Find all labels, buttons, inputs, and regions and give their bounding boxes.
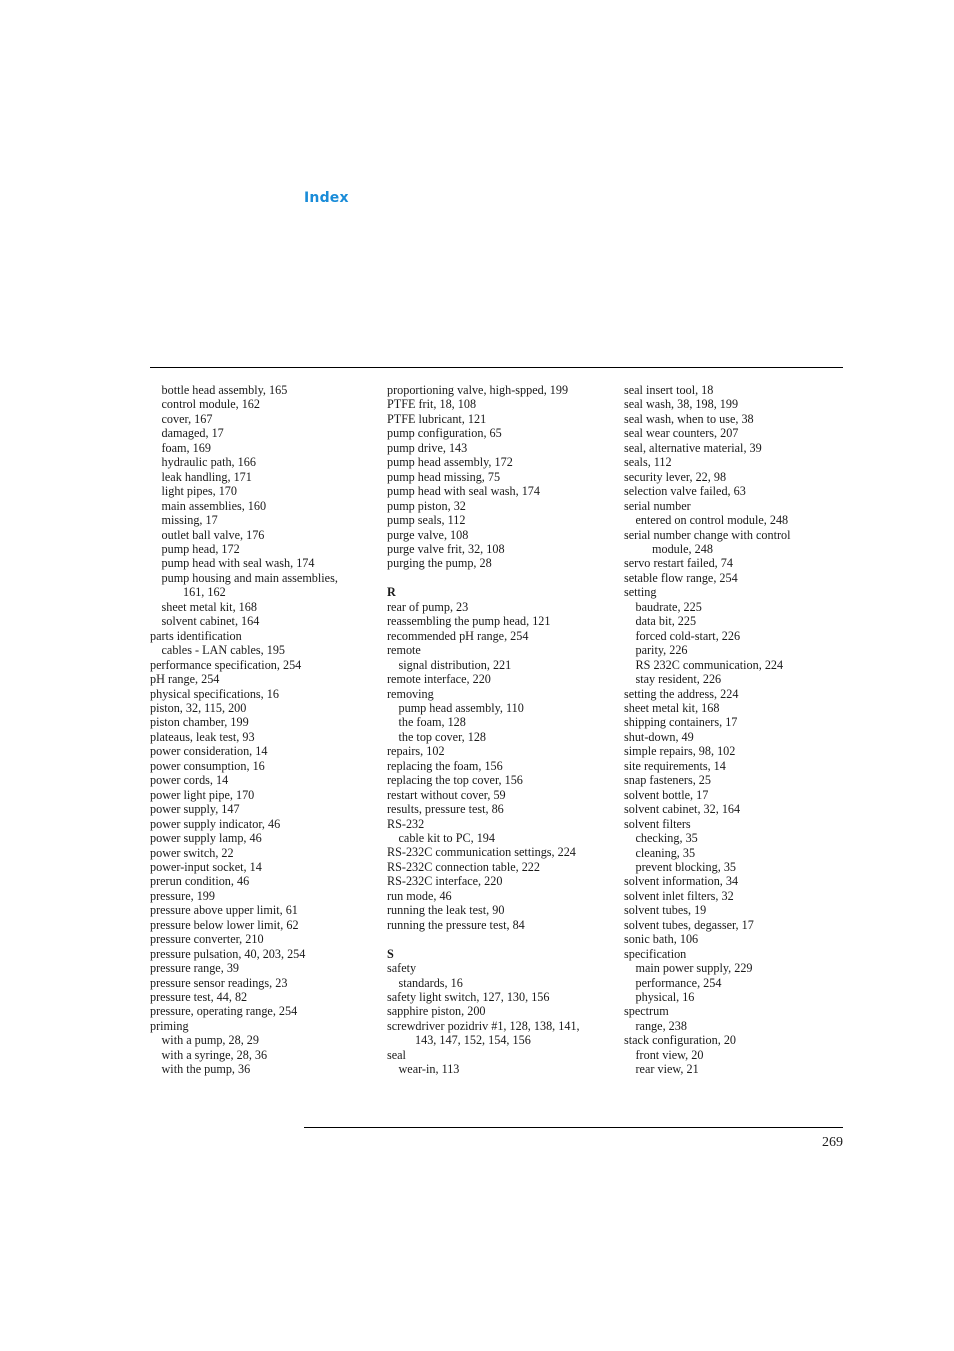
index-entry: pressure sensor readings, 23 <box>150 975 288 990</box>
index-entry: repairs, 102 <box>387 744 445 759</box>
index-subentry: pump head, 172 <box>161 541 240 556</box>
index-column-3 <box>624 383 846 1077</box>
index-subentry: front view, 20 <box>635 1047 704 1062</box>
index-entry: serial number <box>624 498 691 513</box>
index-entry: pump head assembly, 172 <box>387 455 513 470</box>
index-entry: pressure above upper limit, 61 <box>150 903 298 918</box>
index-entry: performance specification, 254 <box>150 657 302 672</box>
index-subentry: wear-in, 113 <box>398 1062 460 1077</box>
index-entry: serial number change with control <box>624 527 791 542</box>
index-entry: pump head missing, 75 <box>387 469 501 484</box>
index-entry: remote <box>387 643 421 658</box>
index-entry: shut-down, 49 <box>624 729 694 744</box>
index-entry: RS-232 <box>387 816 425 831</box>
index-subentry: the foam, 128 <box>398 715 466 730</box>
index-entry: power supply lamp, 46 <box>150 831 262 846</box>
index-entry: reassembling the pump head, 121 <box>387 614 551 629</box>
index-entry: snap fasteners, 25 <box>624 773 711 788</box>
index-entry: power-input socket, 14 <box>150 859 262 874</box>
index-entry: run mode, 46 <box>387 888 452 903</box>
index-subentry: stay resident, 226 <box>635 672 722 687</box>
index-entry: running the pressure test, 84 <box>387 917 525 932</box>
index-entry: parts identification <box>150 628 242 643</box>
index-entry: restart without cover, 59 <box>387 787 506 802</box>
index-subentry: light pipes, 170 <box>161 484 237 499</box>
index-entry: setting <box>624 585 657 600</box>
index-entry: spectrum <box>624 1004 669 1019</box>
index-entry: solvent bottle, 17 <box>624 787 709 802</box>
index-subentry: checking, 35 <box>635 831 698 846</box>
index-entry: RS-232C interface, 220 <box>387 874 503 889</box>
index-entry: seal <box>387 1047 406 1062</box>
index-entry: seal insert tool, 18 <box>624 383 714 397</box>
index-entry: pH range, 254 <box>150 672 220 687</box>
index-entry: recommended pH range, 254 <box>387 628 529 643</box>
index-entry: power switch, 22 <box>150 845 234 860</box>
index-entry: purging the pump, 28 <box>387 556 492 571</box>
index-entry: sapphire piston, 200 <box>387 1004 486 1019</box>
index-entry: proportioning valve, high-spped, 199 <box>387 383 569 397</box>
index-subentry: performance, 254 <box>635 975 722 990</box>
index-entry: purge valve frit, 32, 108 <box>387 541 505 556</box>
index-subentry: sheet metal kit, 168 <box>161 599 257 614</box>
index-entry: running the leak test, 90 <box>387 903 505 918</box>
index-entry: rear of pump, 23 <box>387 599 469 614</box>
top-rule <box>150 367 843 368</box>
index-entry: power light pipe, 170 <box>150 787 255 802</box>
index-subentry: with a syringe, 28, 36 <box>161 1047 268 1062</box>
index-section-heading: S <box>387 946 394 961</box>
index-subentry: outlet ball valve, 176 <box>161 527 265 542</box>
index-entry: solvent tubes, degasser, 17 <box>624 917 754 932</box>
index-subentry: pump head assembly, 110 <box>398 700 524 715</box>
index-subentry: rear view, 21 <box>635 1062 699 1077</box>
index-entry: solvent inlet filters, 32 <box>624 888 734 903</box>
index-entry: site requirements, 14 <box>624 758 726 773</box>
index-entry: PTFE frit, 18, 108 <box>387 397 477 412</box>
index-subentry: cables - LAN cables, 195 <box>161 643 286 658</box>
index-entry: power consideration, 14 <box>150 744 268 759</box>
index-subentry: prevent blocking, 35 <box>635 859 737 874</box>
bottom-rule <box>304 1127 843 1128</box>
index-entry: pressure converter, 210 <box>150 932 264 947</box>
index-entry: simple repairs, 98, 102 <box>624 744 736 759</box>
index-entry: results, pressure test, 86 <box>387 802 504 817</box>
index-entry: removing <box>387 686 434 701</box>
index-entry: power supply, 147 <box>150 802 240 817</box>
index-entry: servo restart failed, 74 <box>624 556 733 571</box>
index-entry: stack configuration, 20 <box>624 1033 737 1048</box>
index-entry: solvent cabinet, 32, 164 <box>624 802 741 817</box>
index-entry: power cords, 14 <box>150 773 229 788</box>
index-entry: plateaus, leak test, 93 <box>150 729 255 744</box>
index-section-heading: R <box>387 585 396 600</box>
index-entry: shipping containers, 17 <box>624 715 738 730</box>
index-entry: solvent filters <box>624 816 691 831</box>
index-entry: power consumption, 16 <box>150 758 265 773</box>
index-entry: pressure pulsation, 40, 203, 254 <box>150 946 306 961</box>
index-subentry: baudrate, 225 <box>635 599 702 614</box>
index-entry: selection valve failed, 63 <box>624 484 746 499</box>
index-entry: pressure test, 44, 82 <box>150 990 248 1005</box>
index-entry: screwdriver pozidriv #1, 128, 138, 141, <box>387 1018 580 1033</box>
index-entry: pressure, operating range, 254 <box>150 1004 298 1019</box>
index-entry: RS-232C connection table, 222 <box>387 859 540 874</box>
index-entry: seal wear counters, 207 <box>624 426 739 441</box>
index-entry: pump configuration, 65 <box>387 426 502 441</box>
index-entry: PTFE lubricant, 121 <box>387 411 487 426</box>
index-entry: physical specifications, 16 <box>150 686 279 701</box>
index-subentry: range, 238 <box>635 1018 687 1033</box>
index-entry: seal wash, when to use, 38 <box>624 411 754 426</box>
index-subentry: signal distribution, 221 <box>398 657 512 672</box>
index-subentry: leak handling, 171 <box>161 469 252 484</box>
index-subentry: main power supply, 229 <box>635 961 753 976</box>
section-spacer <box>387 932 619 946</box>
index-subentry: hydraulic path, 166 <box>161 455 256 470</box>
index-column-2 <box>387 383 619 1077</box>
index-subentry: cover, 167 <box>161 411 213 426</box>
index-subentry: main assemblies, 160 <box>161 498 267 513</box>
index-entry: replacing the top cover, 156 <box>387 773 523 788</box>
index-subentry: missing, 17 <box>161 513 218 528</box>
index-entry: pressure below lower limit, 62 <box>150 917 299 932</box>
index-entry-continuation: module, 248 <box>652 541 713 556</box>
page-number: 269 <box>822 1135 843 1150</box>
index-subentry: pump head with seal wash, 174 <box>161 556 315 571</box>
index-entry: solvent information, 34 <box>624 874 739 889</box>
index-entry: seal, alternative material, 39 <box>624 440 762 455</box>
index-subentry: foam, 169 <box>161 440 211 455</box>
index-entry: specification <box>624 946 687 961</box>
index-entry: replacing the foam, 156 <box>387 758 503 773</box>
index-entry: prerun condition, 46 <box>150 874 250 889</box>
index-entry: solvent tubes, 19 <box>624 903 707 918</box>
index-subentry: pump housing and main assemblies, <box>161 570 338 585</box>
index-entry: setable flow range, 254 <box>624 570 738 585</box>
index-entry: RS-232C communication settings, 224 <box>387 845 576 860</box>
index-subentry: control module, 162 <box>161 397 260 412</box>
index-subentry: data bit, 225 <box>635 614 697 629</box>
index-subentry: damaged, 17 <box>161 426 224 441</box>
index-subentry: with the pump, 36 <box>161 1062 251 1077</box>
index-subentry: standards, 16 <box>398 975 463 990</box>
index-subentry: cleaning, 35 <box>635 845 696 860</box>
index-entry: seals, 112 <box>624 455 672 470</box>
index-entry: security lever, 22, 98 <box>624 469 727 484</box>
index-entry: seal wash, 38, 198, 199 <box>624 397 739 412</box>
index-subentry: the top cover, 128 <box>398 729 487 744</box>
index-entry: sheet metal kit, 168 <box>624 700 720 715</box>
index-entry: safety light switch, 127, 130, 156 <box>387 990 550 1004</box>
section-spacer <box>387 571 619 585</box>
index-subentry: entered on control module, 248 <box>635 513 789 528</box>
index-entry: safety <box>387 961 417 976</box>
index-subentry: forced cold-start, 226 <box>635 628 741 643</box>
index-entry: piston chamber, 199 <box>150 715 249 730</box>
index-column-1 <box>150 383 382 1077</box>
index-subentry: solvent cabinet, 164 <box>161 614 260 629</box>
index-entry: pump drive, 143 <box>387 440 468 455</box>
index-subentry: with a pump, 28, 29 <box>161 1033 259 1048</box>
index-entry-continuation: 143, 147, 152, 154, 156 <box>415 1033 531 1048</box>
index-subentry: physical, 16 <box>635 990 695 1005</box>
index-entry: piston, 32, 115, 200 <box>150 700 247 715</box>
index-entry: pump head with seal wash, 174 <box>387 484 540 499</box>
index-subentry-continuation: 161, 162 <box>183 585 226 600</box>
index-subentry: RS 232C communication, 224 <box>635 657 784 672</box>
index-entry: pump seals, 112 <box>387 513 466 528</box>
index-subentry: cable kit to PC, 194 <box>398 831 495 846</box>
index-entry: power supply indicator, 46 <box>150 816 281 831</box>
index-entry: remote interface, 220 <box>387 672 491 687</box>
index-subentry: bottle head assembly, 165 <box>161 383 288 397</box>
index-entry: priming <box>150 1018 189 1033</box>
index-entry: pressure range, 39 <box>150 961 240 976</box>
index-entry: pump piston, 32 <box>387 498 466 513</box>
page-header-title: Index <box>304 190 349 206</box>
index-entry: pressure, 199 <box>150 888 215 903</box>
index-entry: setting the address, 224 <box>624 686 739 701</box>
index-subentry: parity, 226 <box>635 643 688 658</box>
index-entry: sonic bath, 106 <box>624 932 699 947</box>
index-entry: purge valve, 108 <box>387 527 469 542</box>
